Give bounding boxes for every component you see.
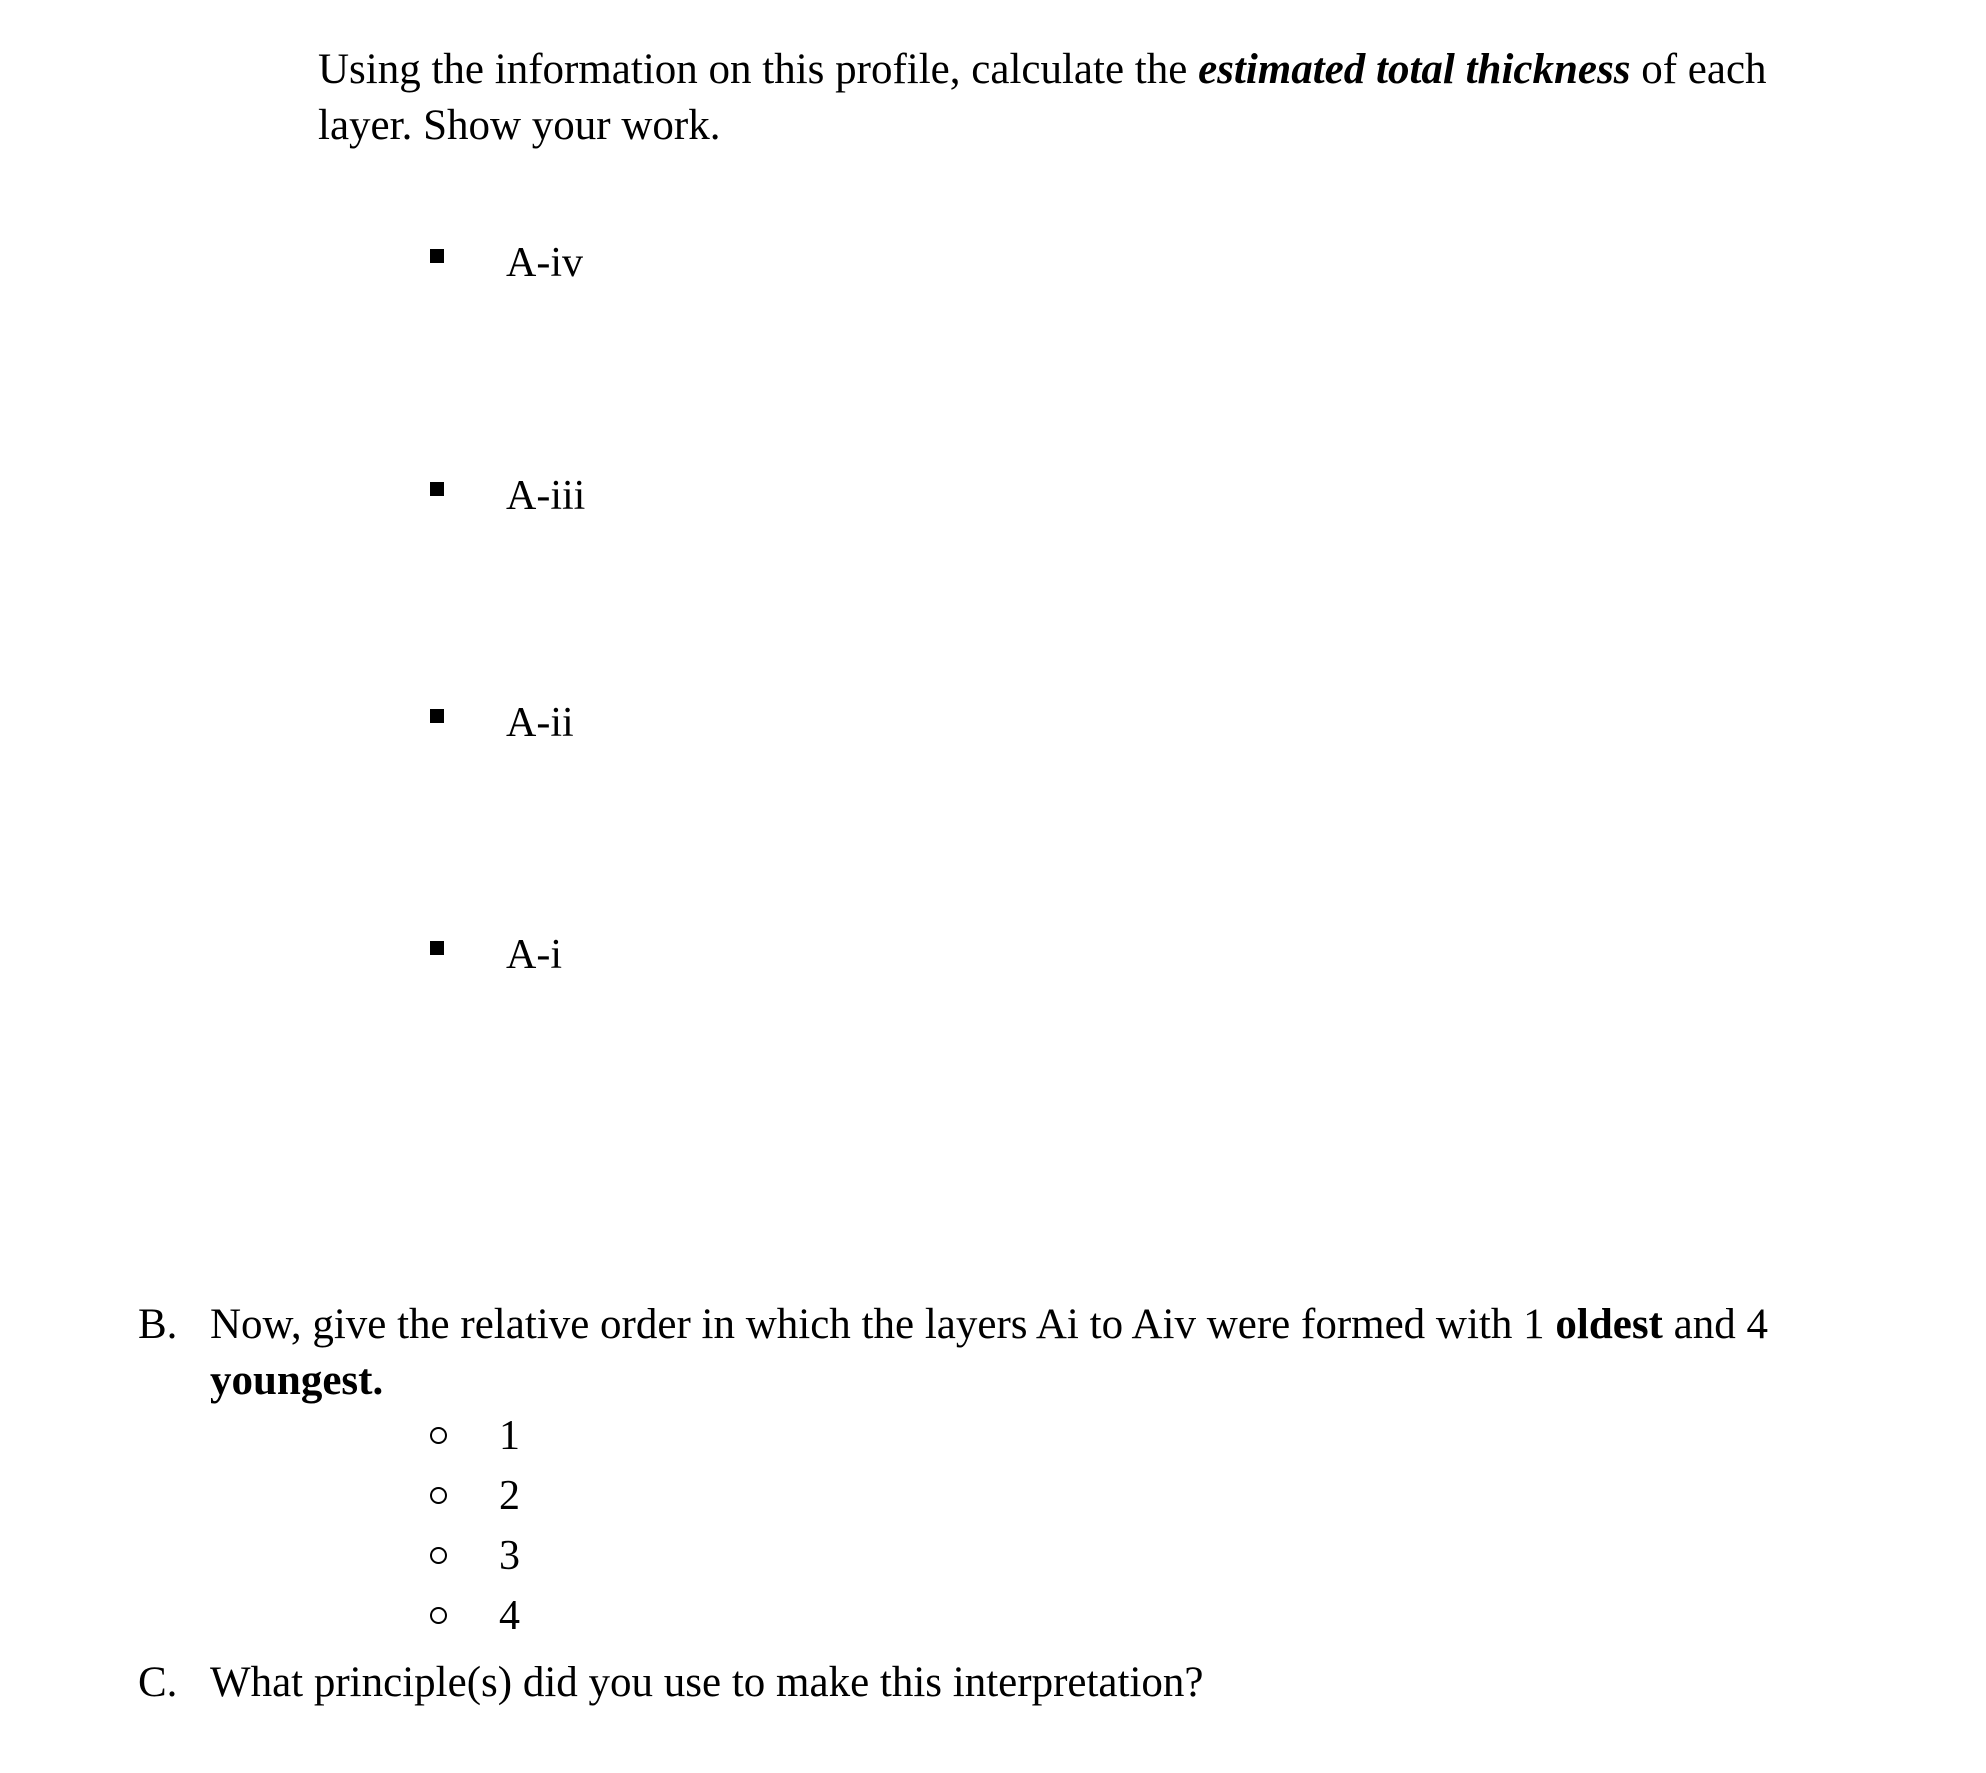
section-b-marker: B. bbox=[138, 1301, 178, 1348]
square-bullet-icon bbox=[430, 709, 444, 723]
list-item-label: 3 bbox=[499, 1533, 520, 1579]
section-b-bold-youngest: youngest. bbox=[210, 1356, 384, 1404]
list-item bbox=[430, 932, 562, 978]
section-b bbox=[138, 1297, 1868, 1409]
intro-text-part2: of each layer. Show your work. bbox=[318, 46, 1767, 149]
list-item bbox=[430, 240, 583, 286]
list-item-label: 2 bbox=[499, 1473, 520, 1519]
section-b-text bbox=[210, 1297, 1868, 1409]
section-c bbox=[138, 1655, 1868, 1711]
section-b-bold-oldest: oldest bbox=[1555, 1301, 1663, 1348]
section-c-marker: C. bbox=[138, 1659, 178, 1706]
list-item-label: A-iii bbox=[506, 473, 586, 519]
square-bullet-icon bbox=[430, 482, 444, 496]
circle-bullet-icon bbox=[430, 1427, 447, 1444]
list-item-label: 4 bbox=[499, 1593, 520, 1639]
circle-bullet-icon bbox=[430, 1607, 447, 1624]
list-item-label: A-ii bbox=[506, 700, 574, 746]
intro-text-part1: Using the information on this profile, calculate the bbox=[318, 46, 1199, 93]
list-item bbox=[430, 700, 574, 746]
square-bullet-icon bbox=[430, 249, 444, 263]
list-item-label: 1 bbox=[499, 1413, 520, 1459]
intro-paragraph bbox=[318, 42, 1798, 154]
intro-emphasis: estimated total thickness bbox=[1198, 46, 1631, 93]
section-b-text-part2: and 4 bbox=[1662, 1301, 1768, 1348]
section-c-text: What principle(s) did you use to make this interpretation? bbox=[210, 1659, 1204, 1706]
section-b-text-part1: Now, give the relative order in which the layers Ai to Aiv were formed with 1 bbox=[210, 1301, 1556, 1348]
list-item-label: A-i bbox=[506, 932, 562, 978]
circle-bullet-icon bbox=[430, 1487, 447, 1504]
square-bullet-icon bbox=[430, 941, 444, 955]
list-item bbox=[430, 1533, 520, 1579]
circle-bullet-icon bbox=[430, 1547, 447, 1564]
list-item-label: A-iv bbox=[506, 240, 583, 286]
list-item bbox=[430, 473, 585, 519]
list-item bbox=[430, 1473, 520, 1519]
list-item bbox=[430, 1413, 520, 1459]
list-item bbox=[430, 1593, 520, 1639]
